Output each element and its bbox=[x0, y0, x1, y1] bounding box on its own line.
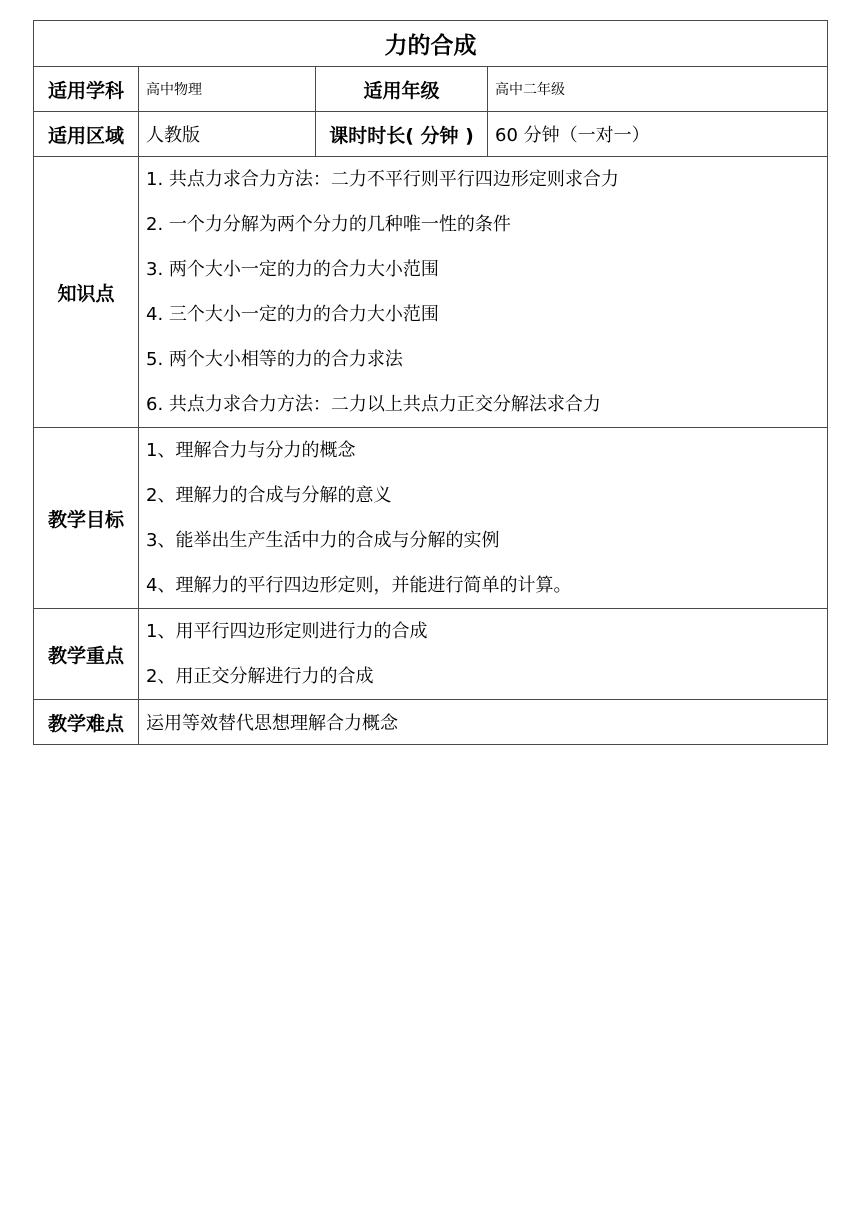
key-points-list bbox=[139, 609, 827, 699]
list-item: 3、能举出生产生活中力的合成与分解的实例 bbox=[146, 530, 500, 551]
lesson-plan-table bbox=[33, 20, 828, 745]
knowledge-cell bbox=[139, 157, 828, 428]
duration-label: 课时时长( 分钟 ) bbox=[316, 112, 488, 157]
list-item: 4、理解力的平行四边形定则，并能进行简单的计算。 bbox=[146, 575, 572, 596]
goals-list bbox=[139, 428, 827, 608]
key-points-label: 教学重点 bbox=[34, 609, 139, 700]
list-item: 3. 两个大小一定的力的合力大小范围 bbox=[146, 259, 439, 280]
list-item: 2、理解力的合成与分解的意义 bbox=[146, 485, 392, 506]
grade-value: 高中二年级 bbox=[488, 67, 828, 112]
document-title: 力的合成 bbox=[34, 21, 828, 67]
list-item: 2. 一个力分解为两个分力的几种唯一性的条件 bbox=[146, 214, 511, 235]
list-item: 1、用平行四边形定则进行力的合成 bbox=[146, 621, 428, 642]
list-item: 2、用正交分解进行力的合成 bbox=[146, 666, 374, 687]
list-item: 6. 共点力求合力方法：二力以上共点力正交分解法求合力 bbox=[146, 394, 601, 415]
list-item: 1、理解合力与分力的概念 bbox=[146, 440, 356, 461]
list-item: 1. 共点力求合力方法：二力不平行则平行四边形定则求合力 bbox=[146, 169, 619, 190]
duration-value: 60 分钟（一对一） bbox=[488, 112, 828, 157]
subject-label: 适用学科 bbox=[34, 67, 139, 112]
difficulty-label: 教学难点 bbox=[34, 700, 139, 745]
region-label: 适用区域 bbox=[34, 112, 139, 157]
knowledge-list bbox=[139, 157, 827, 427]
grade-label: 适用年级 bbox=[316, 67, 488, 112]
subject-value: 高中物理 bbox=[139, 67, 316, 112]
difficulty-value: 运用等效替代思想理解合力概念 bbox=[139, 700, 828, 745]
list-item: 4. 三个大小一定的力的合力大小范围 bbox=[146, 304, 439, 325]
list-item: 5. 两个大小相等的力的合力求法 bbox=[146, 349, 403, 370]
goals-cell bbox=[139, 428, 828, 609]
key-points-cell bbox=[139, 609, 828, 700]
goals-label: 教学目标 bbox=[34, 428, 139, 609]
region-value: 人教版 bbox=[139, 112, 316, 157]
knowledge-label: 知识点 bbox=[34, 157, 139, 428]
